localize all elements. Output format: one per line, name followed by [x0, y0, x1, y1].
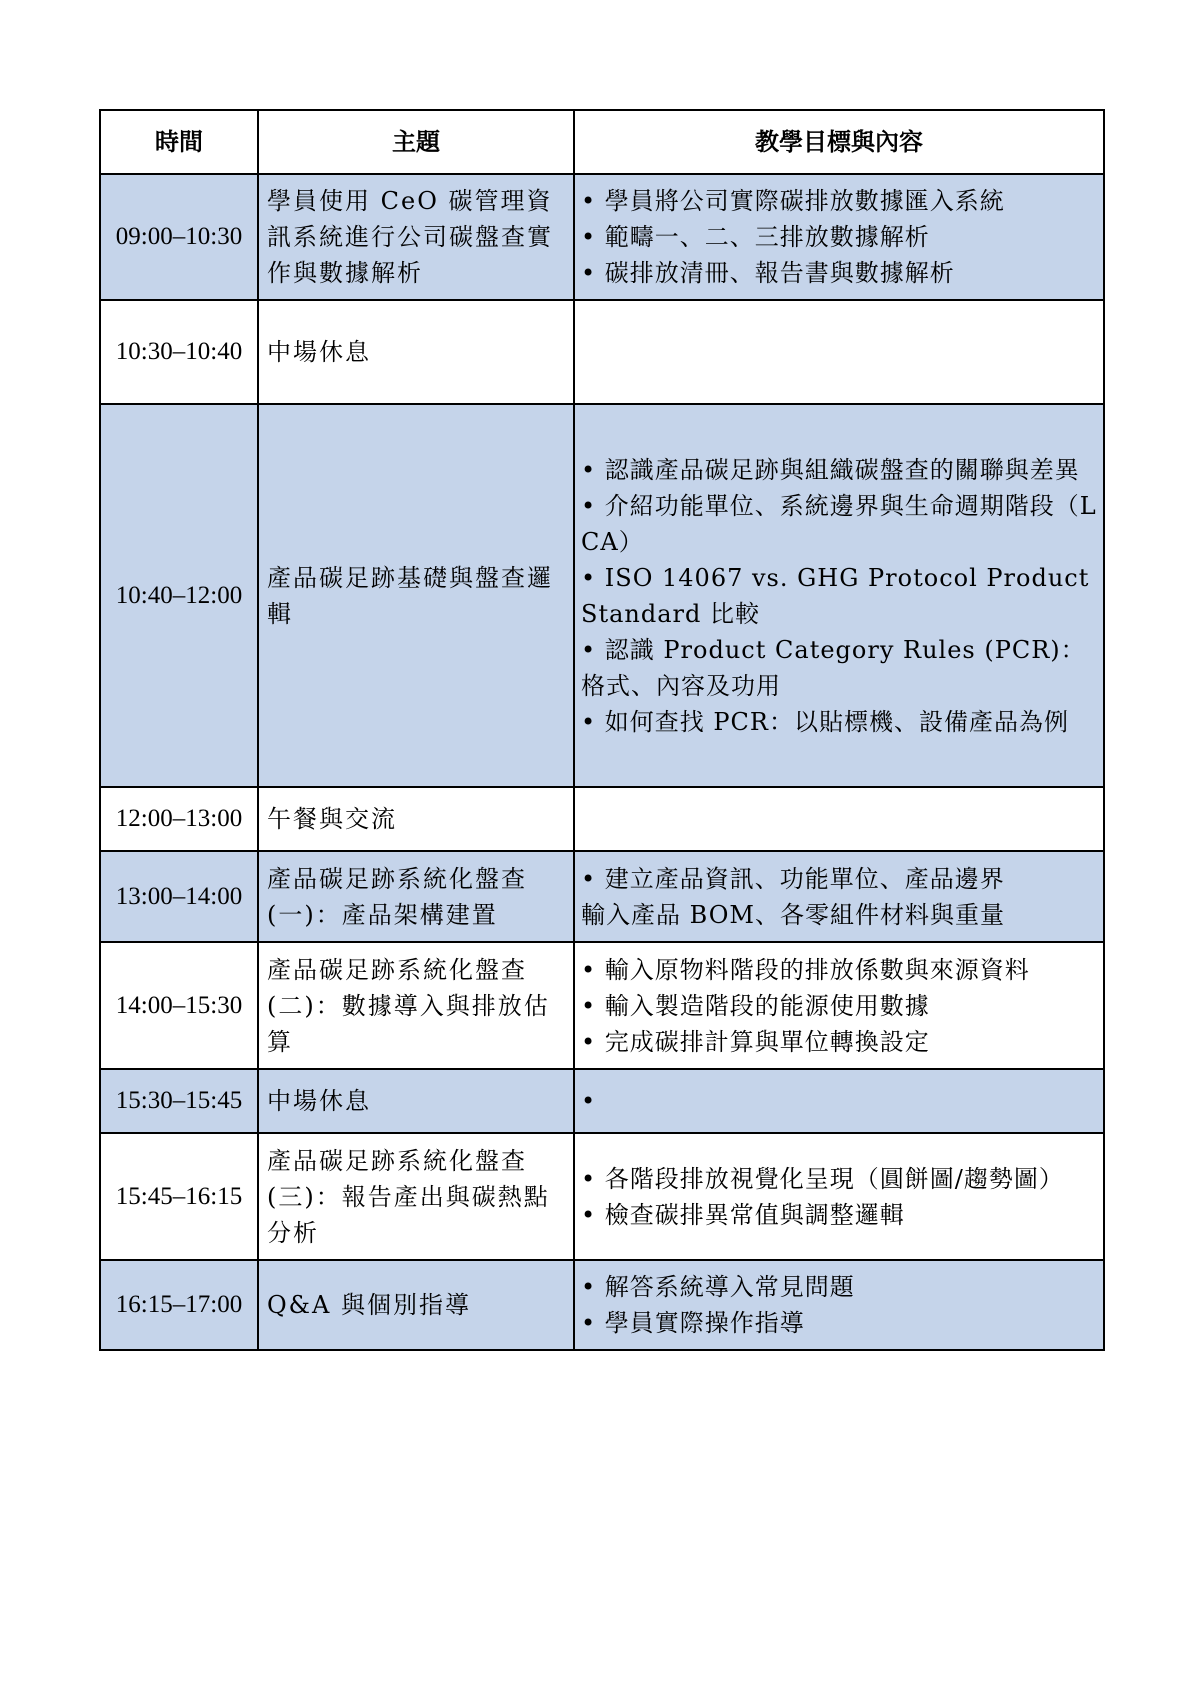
content-line: 輸入產品 BOM、各零組件材料與重量 — [581, 900, 1005, 929]
row-topic: 產品碳足跡系統化盤查(三)：報告產出與碳熱點分析 — [258, 1133, 574, 1260]
header-content: 教學目標與內容 — [574, 110, 1104, 174]
table-row — [100, 1069, 1104, 1133]
header-row — [100, 110, 1104, 174]
row-topic: 產品碳足跡基礎與盤查邏輯 — [258, 404, 574, 787]
table-row — [100, 1260, 1104, 1350]
row-topic: 午餐與交流 — [258, 787, 574, 851]
row-time: 10:40–12:00 — [100, 404, 258, 787]
row-topic: 中場休息 — [258, 1069, 574, 1133]
schedule-table — [99, 109, 1105, 1351]
row-content — [574, 942, 1104, 1069]
table-row — [100, 404, 1104, 787]
row-time: 09:00–10:30 — [100, 174, 258, 300]
row-content — [574, 404, 1104, 787]
content-line: • — [581, 1087, 597, 1115]
row-topic: 中場休息 — [258, 300, 574, 404]
row-time: 15:45–16:15 — [100, 1133, 258, 1260]
content-line: • 檢查碳排異常值與調整邏輯 — [581, 1200, 905, 1229]
content-line: • ISO 14067 vs. GHG Protocol Product Standard 比較 — [581, 563, 1090, 628]
content-line: • 解答系統導入常見問題 — [581, 1273, 855, 1301]
row-time: 14:00–15:30 — [100, 942, 258, 1069]
row-topic: 產品碳足跡系統化盤查(二)：數據導入與排放估算 — [258, 942, 574, 1069]
row-content — [574, 1133, 1104, 1260]
content-line: • 範疇一、二、三排放數據解析 — [581, 223, 930, 251]
table-row — [100, 942, 1104, 1069]
row-time: 16:15–17:00 — [100, 1260, 258, 1350]
table-row — [100, 174, 1104, 300]
content-line: • 學員將公司實際碳排放數據匯入系統 — [581, 187, 1005, 215]
table-row — [100, 787, 1104, 851]
row-time: 15:30–15:45 — [100, 1069, 258, 1133]
content-line: • 認識產品碳足跡與組織碳盤查的關聯與差異 — [581, 455, 1080, 484]
row-time: 12:00–13:00 — [100, 787, 258, 851]
row-content — [574, 1260, 1104, 1350]
content-line: • 碳排放清冊、報告書與數據解析 — [581, 259, 955, 287]
header-topic: 主題 — [258, 110, 574, 174]
content-line: • 介紹功能單位、系統邊界與生命週期階段（LCA） — [581, 491, 1097, 556]
row-topic: Q&A 與個別指導 — [258, 1260, 574, 1350]
table-row — [100, 851, 1104, 942]
content-line: • 建立產品資訊、功能單位、產品邊界 — [581, 864, 1005, 893]
row-content — [574, 787, 1104, 851]
content-line: • 各階段排放視覺化呈現（圓餅圖/趨勢圖） — [581, 1164, 1064, 1193]
row-time: 10:30–10:40 — [100, 300, 258, 404]
row-content — [574, 851, 1104, 942]
content-line: • 學員實際操作指導 — [581, 1309, 805, 1337]
content-line: • 完成碳排計算與單位轉換設定 — [581, 1027, 930, 1056]
content-line: • 如何查找 PCR：以貼標機、設備產品為例 — [581, 707, 1069, 736]
table-row — [100, 1133, 1104, 1260]
row-time: 13:00–14:00 — [100, 851, 258, 942]
row-topic: 學員使用 CeO 碳管理資訊系統進行公司碳盤查實作與數據解析 — [258, 174, 574, 300]
row-content — [574, 174, 1104, 300]
header-time: 時間 — [100, 110, 258, 174]
row-content — [574, 1069, 1104, 1133]
content-line: • 輸入原物料階段的排放係數與來源資料 — [581, 955, 1030, 984]
row-content — [574, 300, 1104, 404]
row-topic: 產品碳足跡系統化盤查(一)：產品架構建置 — [258, 851, 574, 942]
content-line: • 認識 Product Category Rules (PCR)：格式、內容及功用 — [581, 635, 1086, 700]
table-row — [100, 300, 1104, 404]
content-line: • 輸入製造階段的能源使用數據 — [581, 991, 930, 1020]
